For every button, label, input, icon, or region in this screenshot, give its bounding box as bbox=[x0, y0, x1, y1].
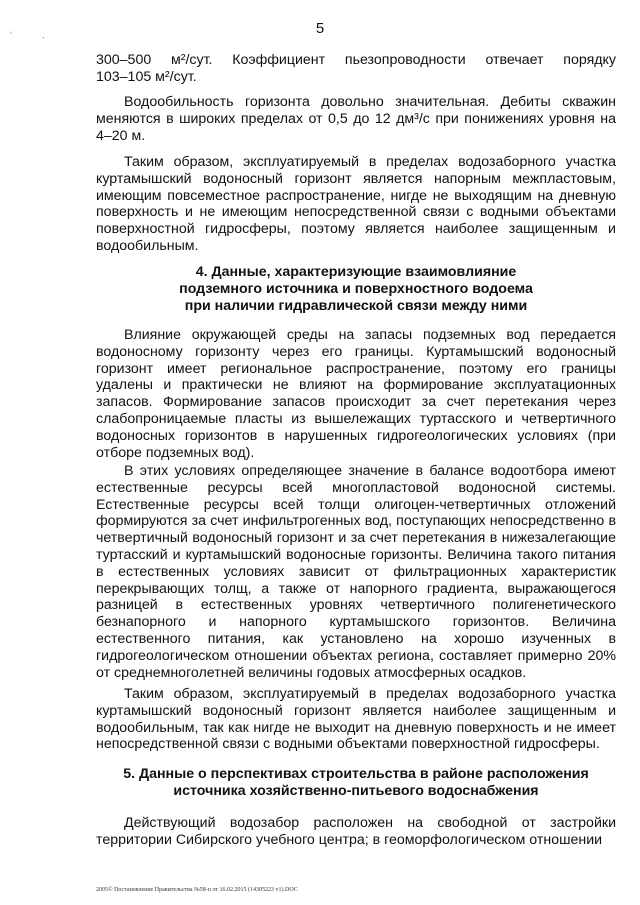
paragraph-2: Водообильность горизонта довольно значительная. Дебиты скважин меняются в широких пределах от 0,5 до 12 дм³/с при понижениях уровня на 4–20 м. bbox=[96, 94, 616, 144]
paragraph-4: Влияние окружающей среды на запасы подземных вод передается водоносному горизонту через его границы. Куртамышский водоносный горизонт имеет региональное распространение, поэтому его границы удалены и практически не влияют на формирование эксплуатационных запасов. Формирование запасов происходит за счет перетекания через слабопроницаемые пласты из вышележащих туртасского и четвертичного водоносных горизонтов в нарушенных гидрогеологических условиях (при отборе подземных вод). bbox=[96, 327, 616, 461]
scan-mark-left: ‘ bbox=[10, 30, 12, 40]
section-5-heading: 5. Данные о перспективах строительства в районе расположения источника хозяйственно-питьевого водоснабжения bbox=[123, 766, 589, 799]
paragraph-1 bbox=[96, 52, 616, 86]
paragraph-3: Таким образом, эксплуатируемый в пределах водозаборного участка куртамышский водоносный горизонт является напорным межпластовым, имеющим повсеместное распространение, нигде не выходящим на дневную поверхность и не имеющим непосредственной связи с водными объектами поверхностной гидросферы, поэтому является наиболее защищенным и водообильным. bbox=[96, 154, 616, 254]
scan-mark-left-2: ` bbox=[42, 36, 45, 46]
paragraph-5: В этих условиях определяющее значение в балансе водоотбора имеют естественные ресурсы всей многопластовой водоносной системы. Естественные ресурсы всей толщи олигоцен-четвертичных отложений формируются за счет инфильтрогенных вод, поступающих непосредственно в четвертичный водоносный горизонт и за счет перетекания в нижезалегающие туртасский и куртамышский водоносные горизонты. Величина такого питания в естественных условиях зависит от фильтрационных характеристик перекрывающих толщ, а также от напорного градиента, выражающегося разницей в естественных уровнях четвертичного полигенетического безнапорного и напорного куртамышского горизонтов. Величина естественного питания, как установлено на хорошо изученных в гидрогеологическом отношении объектах региона, составляет примерно 20% от среднемноголетней величины годовых атмосферных осадков. bbox=[96, 463, 616, 681]
paragraph-6: Таким образом, эксплуатируемый в пределах водозаборного участка куртамышский водоносный горизонт является наиболее защищенным и водообильным, так как нигде не выходит на дневную поверхность и не имеет непосредственной связи с водными объектами поверхностной гидросферы. bbox=[96, 686, 616, 753]
paragraph-1-line-2: 103–105 м²/сут. bbox=[96, 68, 197, 85]
page-number: 5 bbox=[315, 20, 325, 37]
footer-doc-reference: 2005© Постановление Правительства №58-п от 16.02.2015 (14305223 v1).DOC bbox=[96, 887, 298, 893]
paragraph-1-line-1: 300–500 м²/сут. Коэффициент пьезопроводности отвечает порядку bbox=[96, 52, 616, 68]
section-4-heading: 4. Данные, характеризующие взаимовлияние подземного источника и поверхностного водоема при наличии гидравлической связи между ними bbox=[179, 264, 533, 314]
paragraph-7: Действующий водозабор расположен на свободной от застройки территории Сибирского учебного центра; в геоморфологическом отношении bbox=[96, 815, 616, 848]
